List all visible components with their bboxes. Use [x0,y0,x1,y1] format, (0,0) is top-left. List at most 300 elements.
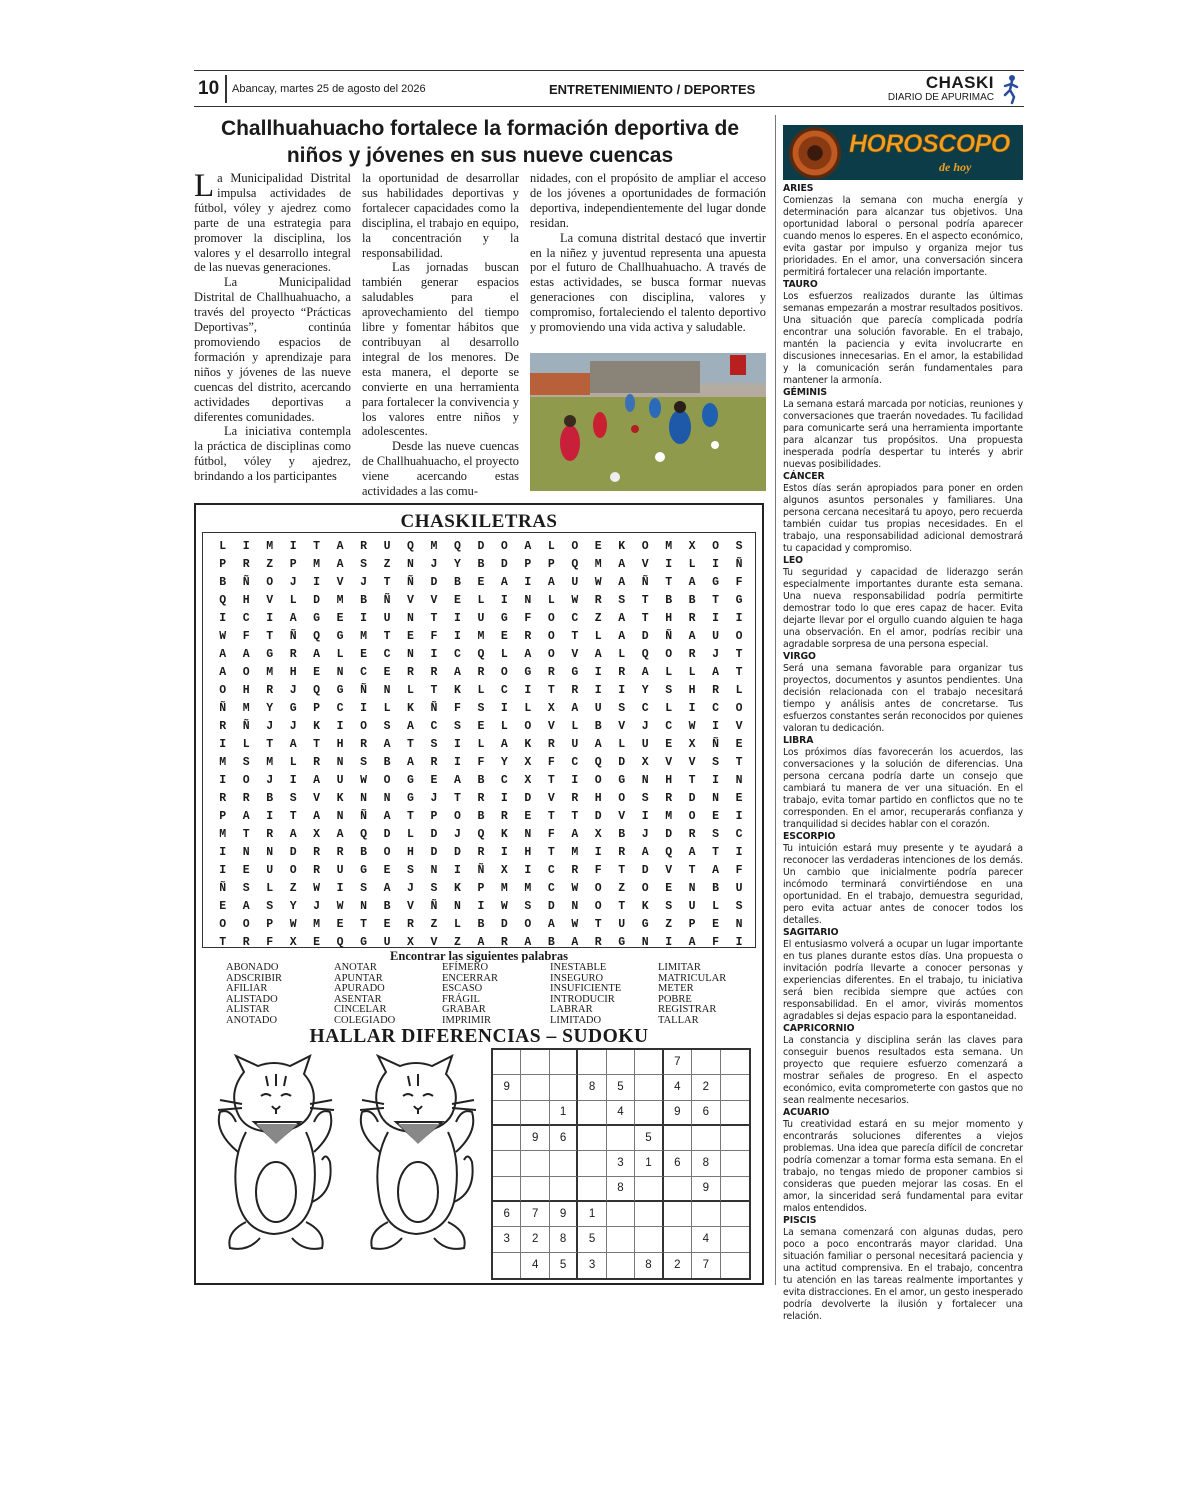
wordsearch-letter: U [735,882,743,895]
wordsearch-letter: Y [641,684,649,697]
word-list-item: APURADO [334,983,385,994]
wordsearch-letter: A [289,612,297,625]
wordsearch-letter: J [266,720,274,733]
wordsearch-letter: Q [477,828,485,841]
wordsearch-letter: C [500,774,508,787]
wordsearch-letter: Ñ [219,882,227,895]
wordsearch-letter: G [289,702,297,715]
wordsearch-letter: I [524,684,532,697]
zodiac-sign-name: ARIES [783,183,814,194]
wordsearch-letter: O [242,774,250,787]
wordsearch-letter: M [219,756,227,769]
wordsearch-letter: H [665,612,673,625]
wordsearch-letter: N [266,846,274,859]
wordsearch-letter: N [712,792,720,805]
wordsearch-letter: L [477,684,485,697]
wordsearch-letter: N [430,864,438,877]
wordsearch-letter: E [500,630,508,643]
wordsearch-letter: R [313,864,321,877]
masthead [888,74,994,104]
wordsearch-letter: B [383,756,391,769]
wordsearch-letter: O [242,666,250,679]
wordsearch-letter: Ñ [242,720,250,733]
wordsearch-letter: G [407,792,414,805]
zodiac-sign-text: Los esfuerzos realizados durante las últimas semanas empezarán a mostrar resultados positivos. Una situación que parecía complicada podría encontrar una solución favorable. En el trabajo, mantén la paciencia y evita involucrarte en discusiones innecesarias. En el amor, la estabilidad y la comunicación serán fundamentales para mantener la armonía. [783,291,1023,386]
wordsearch-letter: X [313,828,321,841]
wordsearch-letter: B [665,594,673,607]
wordsearch-letter: N [735,774,743,787]
horoscope-banner [783,125,1023,180]
wordsearch-letter: A [242,648,250,661]
wordsearch-letter: D [430,828,438,841]
word-list-item: INSUFICIENTE [550,983,622,994]
wordsearch-letter: C [735,828,743,841]
sudoku-cell: 1 [550,1101,578,1126]
wordsearch-letter: C [547,864,555,877]
wordsearch-letter: L [665,666,673,679]
masthead-title: CHASKI [925,73,994,92]
wordsearch-letter: M [665,810,673,823]
wordsearch-letter: G [571,666,579,679]
wordsearch-letter: N [242,846,250,859]
wordsearch-letter: P [219,558,227,571]
wordsearch-letter: I [266,810,274,823]
wordsearch-letter: A [289,738,297,751]
wordsearch-letter: T [266,630,274,643]
sudoku-cell [721,1202,749,1227]
wordsearch-letter: F [547,828,555,841]
sudoku-cell: 8 [578,1075,606,1100]
wordsearch-letter: T [219,936,227,949]
wordsearch-letter: Ñ [219,702,227,715]
wordsearch-letter: D [383,828,391,841]
zodiac-sign-name: LIBRA [783,735,814,746]
sudoku-cell [635,1101,663,1126]
sudoku-cell [578,1101,606,1126]
sudoku-cell [493,1101,521,1126]
wordsearch-letter: O [242,918,250,931]
wordsearch-letter: I [453,756,461,769]
wordsearch-letter: Q [453,540,461,553]
wordsearch-letter: J [266,774,274,787]
wordsearch-letter: O [547,630,555,643]
wordsearch-letter: B [360,846,367,859]
wordsearch-letter: D [594,810,602,823]
wordsearch-letter: A [407,720,414,733]
sudoku-cell: 4 [521,1253,549,1278]
wordsearch-letter: V [430,594,438,607]
wordsearch-letter: I [712,720,720,733]
zodiac-sign-text: Tu creatividad estará en su mejor momento y encontrarás soluciones diferentes a viejos problemas. Una idea que parecía difícil de concretar podría comenzar a tomar forma esta semana. En el trabajo, no tengas miedo de proponer cambios si consideras que pueden mejorar las cosas. En el amor, la sinceridad será fundamental para evitar malos entendidos. [783,1119,1023,1214]
wordsearch-letter: T [547,684,555,697]
wordsearch-letter: A [641,666,649,679]
sudoku-cell [578,1126,606,1151]
word-list-title: Encontrar las siguientes palabras [390,949,568,963]
wordsearch-letter: J [453,828,461,841]
article-paragraph: nidades, con el propósito de ampliar el acceso de los jóvenes a oportunidades de formación deportiva, independientemente del lugar donde residan. [530,171,766,230]
sudoku-cell [493,1050,521,1075]
wordsearch-letter: T [313,738,321,751]
wordsearch-letter: R [336,846,344,859]
wordsearch-letter: R [242,558,250,571]
wordsearch-letter: Ñ [407,576,414,589]
wordsearch-letter: W [571,594,579,607]
wordsearch-letter: A [336,558,344,571]
word-list-item: AFILIAR [226,983,268,994]
sudoku-cell [521,1177,549,1202]
wordsearch-letter: U [383,612,391,625]
wordsearch-letter: Y [266,702,274,715]
article-paragraph: La comuna distrital destacó que invertir en la niñez y juventud representa una apuesta por el futuro de Challhuahuacho. A través de estas actividades, se busca formar nuevas generaciones con disciplina, valores y compromiso, fortaleciendo el talento deportivo y promoviendo una vida activa y saludable. [530,230,766,335]
wordsearch-letter: W [289,918,297,931]
wordsearch-letter: J [641,720,649,733]
wordsearch-letter: M [594,558,602,571]
wordsearch-letter: N [688,882,696,895]
sudoku-cell [664,1177,692,1202]
wordsearch-letter: E [735,792,743,805]
wordsearch-letter: T [641,612,649,625]
zodiac-sign-text: Los próximos días favorecerán los acuerdos, las conversaciones y la solución de diferencias. Una persona cercana podría darte un consejo que cambiará tu manera de ver una situación. En el trabajo, evita tomar partido en conflictos que no te corresponden. En el amor, recuperarás confianza y tranquilidad si decides hablar con el corazón. [783,747,1023,830]
wordsearch-letter: O [360,720,367,733]
wordsearch-letter: W [571,918,579,931]
wordsearch-letter: T [383,576,391,589]
wordsearch-letter: Ñ [712,738,720,751]
wordsearch-letter: E [383,666,391,679]
zodiac-sign-name: LEO [783,555,803,566]
wordsearch-letter: U [641,738,649,751]
wordsearch-letter: J [289,576,297,589]
masthead-subtitle: DIARIO DE APURIMAC [887,92,994,103]
sudoku-cell [692,1202,720,1227]
sudoku-cell: 9 [664,1101,692,1126]
wordsearch-letters [211,538,751,952]
wordsearch-letter: S [735,540,743,553]
word-list-item: ANOTAR [334,962,377,973]
wordsearch-letter: D [524,792,532,805]
wordsearch-letter: T [407,738,414,751]
wordsearch-letter: A [242,900,250,913]
wordsearch-letter: I [500,846,508,859]
wordsearch-letter: Ñ [430,900,438,913]
wordsearch-letter: V [571,648,579,661]
wordsearch-letter: K [500,828,508,841]
wordsearch-letter: A [712,864,720,877]
sudoku-cell [607,1253,635,1278]
wordsearch-letter: H [336,738,344,751]
wordsearch-letter: C [383,648,391,661]
wordsearch-letter: A [336,540,344,553]
sudoku-cell: 2 [521,1227,549,1252]
wordsearch-letter: R [242,936,250,949]
wordsearch-letter: A [524,936,532,949]
wordsearch-letter: Z [266,558,274,571]
wordsearch-letter: M [313,918,321,931]
wordsearch-letter: N [336,756,344,769]
wordsearch-letter: X [688,738,696,751]
wordsearch-letter: B [266,792,274,805]
wordsearch-letter: R [688,612,696,625]
wordsearch-letter: L [547,540,555,553]
horoscope-subtitle: de hoy [939,160,972,174]
wordsearch-letter: S [360,756,367,769]
wordsearch-letter: I [289,774,297,787]
wordsearch-letter: U [266,864,274,877]
wordsearch-letter: L [242,738,250,751]
zodiac-sign-text: La constancia y disciplina serán las claves para conseguir buenos resultados esta semana. Un proyecto que requiere esfuerzo comenzará a mostrar señales de progreso. En el aspecto económico, evita comprometerte con gastos que no sean realmente necesarios. [783,1035,1023,1106]
wordsearch-letter: F [266,936,274,949]
wordsearch-letter: R [665,792,673,805]
wordsearch-letter: Ñ [242,576,250,589]
wordsearch-letter: P [430,810,438,823]
wordsearch-letter: C [571,612,579,625]
wordsearch-letter: F [735,864,743,877]
wordsearch-letter: R [242,792,250,805]
wordsearch-letter: I [219,612,227,625]
wordsearch-letter: J [641,828,649,841]
wordsearch-letter: M [360,630,367,643]
wordsearch-letter: M [266,666,274,679]
wordsearch-letter: G [712,576,720,589]
wordsearch-letter: T [430,684,438,697]
wordsearch-letter: R [688,648,696,661]
sudoku-cell: 4 [692,1227,720,1252]
wordsearch-letter: R [266,828,274,841]
wordsearch-letter: R [219,792,227,805]
article-paragraph: la oportunidad de desarrollar sus habilidades deportivas y fortalecer capacidades como la disciplina, el trabajo en equipo, la concentración y la responsabilidad. [362,171,519,260]
wordsearch-letter: A [313,648,321,661]
wordsearch-letter: M [336,594,344,607]
wordsearch-letter: A [618,558,626,571]
sudoku-cell: 7 [664,1050,692,1075]
wordsearch-letter: D [688,792,696,805]
zodiac-sign-name: TAURO [783,279,818,290]
wordsearch-letter: X [547,702,555,715]
wordsearch-letter: D [500,558,508,571]
wordsearch-letter: I [665,936,673,949]
word-list-item: COLEGIADO [334,1014,396,1026]
wordsearch-letter: L [289,594,297,607]
wordsearch-letter: C [712,702,720,715]
wordsearch-letter: F [242,630,250,643]
wordsearch-letter: C [500,684,508,697]
wordsearch-letter: E [594,540,602,553]
wordsearch-letter: E [219,900,227,913]
wordsearch-letter: O [524,720,532,733]
wordsearch-letter: V [665,756,673,769]
wordsearch-letter: E [712,810,720,823]
sudoku-cell: 5 [550,1253,578,1278]
sudoku-cell: 1 [635,1151,663,1176]
wordsearch-letter: I [500,702,508,715]
wordsearch-letter: O [712,540,720,553]
sudoku-cell: 3 [493,1227,521,1252]
wordsearch-letter: T [594,918,602,931]
wordsearch-letter: Z [383,558,391,571]
wordsearch-letter: S [618,702,626,715]
wordsearch-letter: E [360,648,367,661]
wordsearch-letter: N [360,792,367,805]
cat-drawing-right [348,1052,483,1252]
wordsearch-letter: Q [407,540,414,553]
wordsearch-letter: P [219,810,227,823]
wordsearch-letter: D [547,900,555,913]
cat-drawing-left [206,1052,341,1252]
wordsearch-letter: B [219,576,227,589]
wordsearch-letter: S [641,792,649,805]
wordsearch-letter: J [407,882,414,895]
wordsearch-letter: H [289,666,297,679]
wordsearch-grid [202,532,756,948]
wordsearch-letter: I [289,540,297,553]
sudoku-cell: 8 [550,1227,578,1252]
wordsearch-letter: U [712,630,720,643]
wordsearch-letter: S [712,828,720,841]
wordsearch-letter: I [453,864,461,877]
wordsearch-letter: I [712,774,720,787]
wordsearch-letter: A [383,738,391,751]
wordsearch-letter: R [430,666,438,679]
wordsearch-letter: R [618,846,626,859]
wordsearch-letter: G [313,612,321,625]
wordsearch-letter: R [360,540,367,553]
sudoku-cell [521,1075,549,1100]
wordsearch-letter: Ñ [383,594,391,607]
sudoku-cell [493,1177,521,1202]
wordsearch-letter: R [289,648,297,661]
wordsearch-letter: S [665,900,673,913]
wordsearch-letter: I [336,882,344,895]
wordsearch-letter: R [477,792,485,805]
wordsearch-letter: I [219,864,227,877]
wordsearch-letter: G [524,666,532,679]
wordsearch-letter: Y [500,756,508,769]
wordsearch-letter: L [477,738,485,751]
zodiac-sign-text: Tu intuición estará muy presente y te ayudará a reconocer las verdaderas intenciones de los demás. Un cambio que inicialmente podría parecer incómodo terminará convirtiéndose en una oportunidad. En el trabajo, demuestra seguridad, pero evita actuar antes de conocer todos los detalles. [783,843,1023,926]
wordsearch-letter: V [665,864,673,877]
wordsearch-letter: I [735,612,743,625]
wordsearch-letter: Z [453,936,461,949]
wordsearch-letter: I [618,684,626,697]
sudoku-cell: 9 [521,1126,549,1151]
wordsearch-letter: T [266,738,274,751]
wordsearch-letter: P [477,882,485,895]
sudoku-cell [664,1227,692,1252]
word-list-item: EFÍMERO [442,962,489,973]
wordsearch-letter: A [594,738,602,751]
wordsearch-letter: T [383,630,391,643]
word-list-item: LABRAR [550,1004,593,1015]
sudoku-cell: 7 [521,1202,549,1227]
wordsearch-letter: S [242,756,250,769]
wordsearch-letter: X [500,864,508,877]
sudoku-cell [550,1075,578,1100]
wordsearch-letter: V [618,720,626,733]
wordsearch-letter: G [500,612,508,625]
column-rule [775,115,776,1285]
wordsearch-letter: W [360,774,367,787]
wordsearch-letter: O [500,666,508,679]
wordsearch-letter: S [524,900,532,913]
wordsearch-letter: O [641,540,649,553]
wordsearch-letter: C [665,720,673,733]
wordsearch-letter: F [477,756,485,769]
wordsearch-letter: A [219,666,227,679]
wordsearch-letter: I [453,612,461,625]
sudoku-cell: 1 [578,1202,606,1227]
wordsearch-letter: D [453,846,461,859]
wordsearch-letter: K [407,702,414,715]
wordsearch-letter: L [500,648,508,661]
wordsearch-letter: N [336,666,344,679]
wordsearch-letter: N [336,810,344,823]
sudoku-cell: 6 [692,1101,720,1126]
wordsearch-letter: B [712,882,720,895]
wordsearch-letter: U [571,738,579,751]
wordsearch-letter: D [430,846,438,859]
wordsearch-letter: M [266,756,274,769]
wordsearch-letter: V [641,558,649,571]
word-list-item: INTRODUCIR [550,993,615,1005]
wordsearch-letter: R [712,684,720,697]
wordsearch-letter: J [360,576,367,589]
wordsearch-letter: I [641,810,649,823]
wordsearch-letter: S [360,882,367,895]
wordsearch-letter: R [313,846,321,859]
wordsearch-letter: R [547,738,555,751]
sudoku-cell: 6 [664,1151,692,1176]
article-column-2 [362,171,519,499]
wordsearch-letter: V [407,594,414,607]
wordsearch-letter: G [407,774,414,787]
wordsearch-letter: I [477,900,485,913]
wordsearch-letter: A [242,810,250,823]
wordsearch-letter: M [219,828,227,841]
wordsearch-letter: Ñ [430,702,438,715]
sudoku-cell: 8 [607,1177,635,1202]
wordsearch-letter: I [430,648,438,661]
word-list-item: ANOTADO [226,1014,278,1026]
wordsearch-letter: B [688,594,696,607]
wordsearch-letter: S [430,882,438,895]
wordsearch-letter: H [407,846,414,859]
wordsearch-letter: N [524,828,532,841]
wordsearch-letter: A [383,810,391,823]
wordsearch-letter: L [219,540,227,553]
wordsearch-letter: N [407,612,414,625]
wordsearch-letter: M [500,882,508,895]
sudoku-cell: 8 [692,1151,720,1176]
wordsearch-letter: B [453,576,461,589]
wordsearch-letter: A [500,576,508,589]
wordsearch-letter: E [242,864,250,877]
wordsearch-letter: O [594,774,602,787]
wordsearch-letter: T [242,828,250,841]
wordsearch-letter: U [594,702,602,715]
wordsearch-letter: I [453,630,461,643]
wordsearch-letter: A [289,828,297,841]
sudoku-cell [721,1050,749,1075]
wordsearch-letter: R [594,594,602,607]
wordsearch-letter: U [336,864,344,877]
wordsearch-letter: A [219,648,227,661]
puzzles-box [194,503,764,1285]
wordsearch-letter: E [336,612,344,625]
wordsearch-letter: D [641,630,649,643]
zodiac-sign-text: Será una semana favorable para organizar tus proyectos, documentos y asuntos pendientes. Una decisión relacionada con el trabajo necesitará tiempo y análisis antes de concretarse. Tus esfuerzos constantes serán reconocidos por quienes valoran tu dedicación. [783,663,1023,734]
wordsearch-letter: T [641,594,649,607]
wordsearch-letter: P [547,558,555,571]
wordsearch-letter: V [430,936,438,949]
